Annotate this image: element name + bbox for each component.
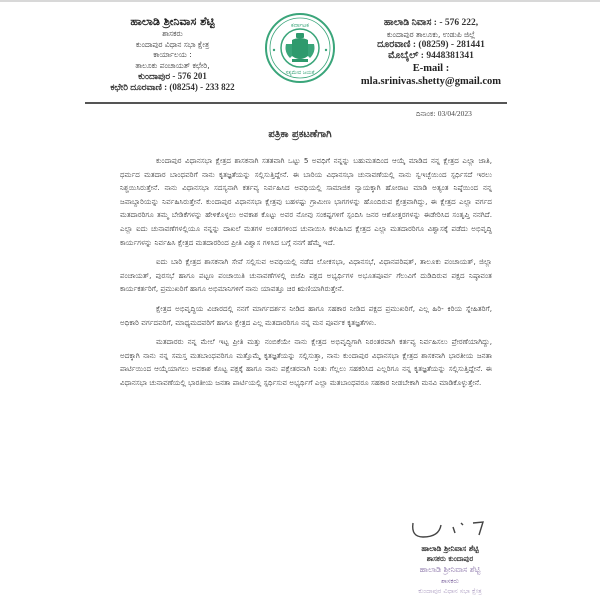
date-value: 03/04/2023 bbox=[437, 109, 472, 118]
official-stamp bbox=[380, 565, 520, 597]
date-label: ದಿನಾಂಕ: bbox=[416, 110, 436, 118]
mobile-number: ಮೊಬೈಲ್ : 9448381341 bbox=[388, 51, 474, 61]
document-title: ಪತ್ರಿಕಾ ಪ್ರಕಟಣೆಗಾಗಿ bbox=[268, 129, 332, 140]
office-city: ಕುಂದಾಪುರ - 576 201 bbox=[138, 71, 207, 81]
mla-constituency: ಕುಂದಾಪುರ ವಿಧಾನ ಸಭಾ ಕ್ಷೇತ್ರ bbox=[135, 39, 210, 49]
signatory-role: ಶಾಸಕರು ಕುಂದಾಪುರ bbox=[426, 555, 474, 563]
email-label: E-mail : bbox=[412, 63, 450, 74]
paragraph: ಐದು ಬಾರಿ ಕ್ಷೇತ್ರದ ಶಾಸಕನಾಗಿ ಸೇವೆ ಸಲ್ಲಿಸುವ ಅವಧಿಯಲ್ಲಿ ನಡೆದ ಲೋಕಸಭಾ, ವಿಧಾನಸಭೆ, ವಿಧಾನಪರಿಷತ್, ತಾಲೂಕು ಪಂಚಾಯತ್, ಜಿಲ್ಲಾ ಪಂಚಾಯತ್, ಪುರಸಭೆ ಹಾಗೂ ಪಟ್ಟಣ ಪಂಚಾಯಿತಿ ಚುನಾವಣೆಗಳಲ್ಲಿ ಬಿಜೆಪಿ ಪಕ್ಷದ ಅಭ್ಯರ್ಥಿಗಳ ಅಭೂತಪೂರ್ವ ಗೆಲುವಿಗೆ ದುಡಿದಿರುವ ಪಕ್ಷದ ನಿಷ್ಠಾವಂತ ಕಾರ್ಯಕರ್ತರಿಗೆ, ಪ್ರಮುಖರಿಗೆ ಹಾಗೂ ಅಭಿಮಾನಿಗಳಿಗೆ ನಾನು ಯಾವತ್ತೂ ಚಿರ ಋಣಿಯಾಗಿರುತ್ತೇನೆ. bbox=[120, 257, 492, 294]
paragraph: ಮತದಾರರು ನನ್ನ ಮೇಲೆ ಇಟ್ಟ ಪ್ರೀತಿ ಮತ್ತು ನಂಬಿಕೆಯೇ ನಾನು ಕ್ಷೇತ್ರದ ಅಭಿವೃದ್ಧಿಗಾಗಿ ನಿರಂತರವಾಗಿ ಕರ್ತವ್ಯ ನಿರ್ವಹಿಸಲು ಪ್ರೇರಣೆಯಾಗಿದ್ದು, ಅದಕ್ಕಾಗಿ ನಾನು ನನ್ನ ಸಮಸ್ತ ಮತಬಾಂಧವರಿಗೂ ಮತ್ತೊಮ್ಮೆ ಕೃತಜ್ಞತೆಯನ್ನು ಸಲ್ಲಿಸುತ್ತಾ, ನಾನು ಕುಂದಾಪುರ ವಿಧಾನಸಭಾ ಕ್ಷೇತ್ರದ ಶಾಸಕನಾಗಿ ಭಾರತೀಯ ಜನತಾ ಪಾರ್ಟಿಯಿಂದ ಆಯ್ಕೆಯಾಗಲು ಅವಕಾಶ ಕೊಟ್ಟ ಪಕ್ಷಕ್ಕೆ ಹಾಗೂ ನಾನು ಪಕ್ಷೇತರನಾಗಿ ನಿಂತು ಗೆಲ್ಲಲು ಸಹಕರಿಸಿದ ಎಲ್ಲರಿಗೂ ನನ್ನ ಕೃತಜ್ಞತೆಯನ್ನು ಸಲ್ಲಿಸುತ್ತಿದ್ದೇನೆ. ಈ ವಿಧಾನಸಭಾ ಚುನಾವಣೆಯಲ್ಲಿ ಭಾರತೀಯ ಜನತಾ ಪಾರ್ಟಿಯಲ್ಲಿ ಸ್ಪರ್ಧಿಸುವ ಅಭ್ಯರ್ಥಿಗೆ ಎಲ್ಲಾ ಮತಬಾಂಧವರೂ ಸಹಕಾರ ನೀಡಬೇಕಾಗಿ ಮನವಿ ಮಾಡಿಕೊಳ್ಳುತ್ತೇನೆ. bbox=[120, 337, 492, 387]
mla-name: ಹಾಲಾಡಿ ಶ್ರೀನಿವಾಸ ಶೆಟ್ಟಿ bbox=[130, 15, 215, 28]
paragraph: ಕುಂದಾಪುರ ವಿಧಾನಸಭಾ ಕ್ಷೇತ್ರದ ಶಾಸಕನಾಗಿ ಸತತವಾಗಿ ಒಟ್ಟು 5 ಅವಧಿಗೆ ನನ್ನನ್ನು ಬಹುಮತದಿಂದ ಆಯ್ಕೆ ಮಾಡಿದ ನನ್ನ ಕ್ಷೇತ್ರದ ಎಲ್ಲಾ ಜಾತಿ, ಧರ್ಮದ ಮತದಾರ ಬಾಂಧವರಿಗೆ ನಾನು ಕೃತಜ್ಞತೆಯನ್ನು ಸಲ್ಲಿಸುತ್ತಿದ್ದೇನೆ. ಈ ಬಾರಿಯ ವಿಧಾನಸಭಾ ಚುನಾವಣೆಯಲ್ಲಿ ನಾನು ಸ್ವಇಚ್ಛೆಯಿಂದ ಸ್ಪರ್ಧಿಸದೆ ಇರಲು ನಿಶ್ಚಯಿಸಿರುತ್ತೇನೆ. ನಾನು ವಿಧಾನಸಭಾ ಸದಸ್ಯನಾಗಿ ಕರ್ತವ್ಯ ನಿರ್ವಹಿಸಿದ ಅವಧಿಯಲ್ಲಿ ಸಾಮಾಜಿಕ ನ್ಯಾಯಕ್ಕಾಗಿ ಹೋರಾಟ ಮಾಡಿ ಅತ್ಯಂತ ನಿಷ್ಠೆಯಿಂದ ನನ್ನ ಜವಾಬ್ದಾರಿಯನ್ನು ನಿರ್ವಹಿಸಿರುತ್ತೇನೆ. ಕುಂದಾಪುರ ವಿಧಾನಸಭಾ ಕ್ಷೇತ್ರವು ಬಹಳಷ್ಟು ಗ್ರಾಮೀಣ ಭಾಗಗಳನ್ನು ಹೊಂದಿರುವ ಕ್ಷೇತ್ರವಾಗಿದ್ದು, ಈ ಕ್ಷೇತ್ರದ ಎಲ್ಲಾ ವರ್ಗದ ಮತದಾರರಿಗೂ ತಮ್ಮ ಬೇಡಿಕೆಗಳನ್ನು ಹೇಳಿಕೊಳ್ಳಲು ಅವಕಾಶ ಕೊಟ್ಟು ಅವರ ನೋವು ಸಂಕಷ್ಟಗಳಿಗೆ ಸ್ಪಂದಿಸಿ ಜನರ ಆಶೋತ್ತರಗಳನ್ನು ಈಡೇರಿಸಿದ ಸಂತೃಪ್ತಿ ನನಗಿದೆ. ಎಲ್ಲಾ ಐದು ಚುನಾವಣೆಗಳಲ್ಲಿಯೂ ನನ್ನನ್ನು ದಾಖಲೆ ಮತಗಳ ಅಂತರಗಳಿಂದ ಚುನಾಯಿಸಿ ಕಳುಹಿಸಿದ ಕ್ಷೇತ್ರದ ಎಲ್ಲಾ ಮತದಾರರಿಗೂ ವಿಶ್ವಾಸಕ್ಕೆ ಪಡೆದು ಅಭಿವೃದ್ಧಿ ಕಾರ್ಯಗಳನ್ನು ನಿರ್ವಹಿಸಿ ಕ್ಷೇತ್ರದ ಮತದಾರರಿಂದ ಪ್ರೀತಿ ವಿಶ್ವಾಸ ಗಳಿಸಿದ ಬಗ್ಗೆ ನನಗೆ ಹೆಮ್ಮೆ ಇದೆ. bbox=[120, 156, 492, 247]
letterhead-divider bbox=[85, 102, 507, 104]
stamp-name: ಹಾಲಾಡಿ ಶ್ರೀನಿವಾಸ ಶೆಟ್ಟಿ bbox=[419, 565, 481, 574]
svg-text:ಕರ್ನಾಟಕ: ಕರ್ನಾಟಕ bbox=[291, 22, 309, 29]
svg-text:ಸತ್ಯಮೇವ ಜಯತೆ: ಸತ್ಯಮೇವ ಜಯತೆ bbox=[285, 70, 315, 76]
letter-body bbox=[120, 154, 492, 396]
letterhead-left bbox=[85, 14, 260, 92]
stamp-constituency: ಕುಂದಾಪುರ ವಿಧಾನ ಸಭಾ ಕ್ಷೇತ್ರ bbox=[418, 587, 482, 595]
mla-designation: ಶಾಸಕರು bbox=[162, 29, 183, 38]
office-address: ತಾಲೂಕು ಪಂಚಾಯತ್ ಕಛೇರಿ, bbox=[135, 60, 210, 70]
signatory-name: ಹಾಲಾಡಿ ಶ್ರೀನಿವಾಸ ಶೆಟ್ಟಿ bbox=[421, 544, 479, 553]
stamp-designation: ಶಾಸಕರು bbox=[441, 576, 459, 585]
signature-block bbox=[380, 517, 520, 597]
office-label: ಕಾರ್ಯಾಲಯ : bbox=[153, 50, 192, 59]
letterhead-right bbox=[352, 18, 510, 88]
date-line bbox=[416, 109, 472, 119]
karnataka-emblem-icon bbox=[264, 12, 336, 84]
email-address: mla.srinivas.shetty@gmail.com bbox=[360, 76, 502, 87]
residence-address: ಹಾಲಾಡಿ ನಿವಾಸ : - 576 222, bbox=[383, 18, 479, 28]
paragraph: ಕ್ಷೇತ್ರದ ಅಭಿವೃದ್ಧಿಯ ವಿಚಾರದಲ್ಲಿ ನನಗೆ ಮಾರ್ಗದರ್ಶನ ನೀಡಿದ ಹಾಗೂ ಸಹಕಾರ ನೀಡಿದ ಪಕ್ಷದ ಪ್ರಮುಖರಿಗೆ, ಎಲ್ಲ ಹಿರಿ- ಕಿರಿಯ ಸ್ನೇಹಿತರಿಗೆ, ಅಧಿಕಾರಿ ವರ್ಗದವರಿಗೆ, ಮಾಧ್ಯಮದವರಿಗೆ ಹಾಗೂ ಕ್ಷೇತ್ರದ ಎಲ್ಲ ಮತದಾರರಿಗೂ ನನ್ನ ಮನ ಪೂರ್ವಕ ಕೃತಜ್ಞತೆಗಳು. bbox=[120, 303, 492, 327]
taluk-district: ಕುಂದಾಪುರ ತಾಲೂಕು, ಉಡುಪಿ ಜಿಲ್ಲೆ bbox=[386, 30, 476, 39]
office-phone: ಕಛೇರಿ ದೂರವಾಣಿ : (08254) - 233 822 bbox=[110, 81, 235, 92]
phone-number: ದೂರವಾಣಿ : (08259) - 281441 bbox=[377, 40, 485, 50]
signature-mark bbox=[380, 517, 520, 543]
